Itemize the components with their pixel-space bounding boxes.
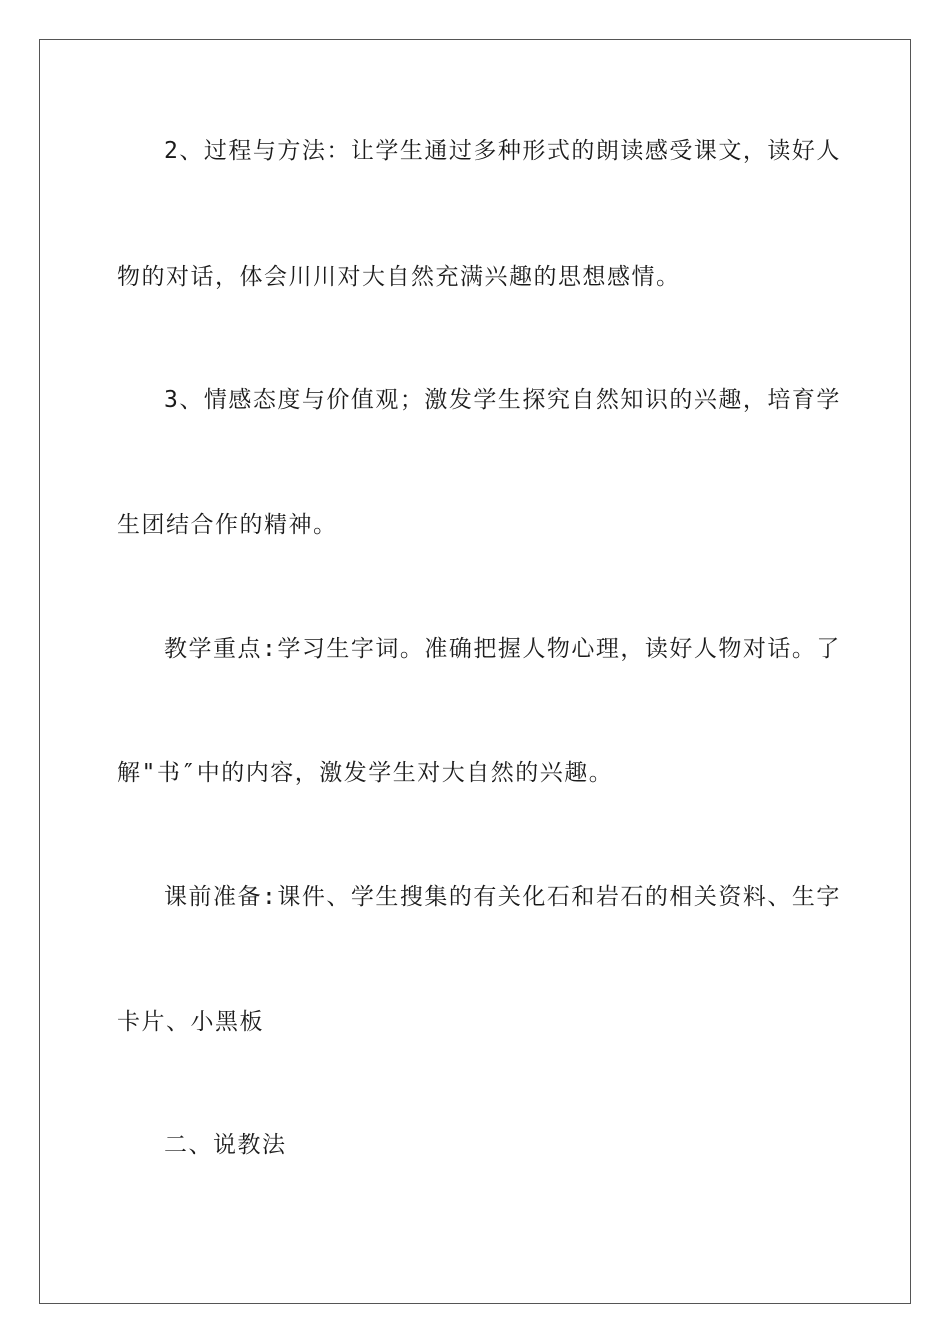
paragraph-emotion-values-line-1: 3、情感态度与价值观；激发学生探究自然知识的兴趣，培育学 xyxy=(164,387,841,413)
paragraph-emotion-values-line-2: 生团结合作的精神。 xyxy=(117,512,338,538)
paragraph-process-method-line-1: 2、过程与方法：让学生通过多种形式的朗读感受课文，读好人 xyxy=(164,138,841,164)
paragraph-teaching-focus-line-1: 教学重点:学习生字词。准确把握人物心理，读好人物对话。了 xyxy=(164,636,841,662)
paragraph-preparation-line-1: 课前准备:课件、学生搜集的有关化石和岩石的相关资料、生字 xyxy=(164,884,841,910)
paragraph-teaching-focus-line-2: 解"书″中的内容，激发学生对大自然的兴趣。 xyxy=(117,760,614,786)
page-border xyxy=(39,39,911,1304)
section-heading-teaching-method: 二、说教法 xyxy=(164,1132,287,1158)
paragraph-preparation-line-2: 卡片、小黑板 xyxy=(117,1009,264,1035)
paragraph-process-method-line-2: 物的对话，体会川川对大自然充满兴趣的思想感情。 xyxy=(117,264,681,290)
